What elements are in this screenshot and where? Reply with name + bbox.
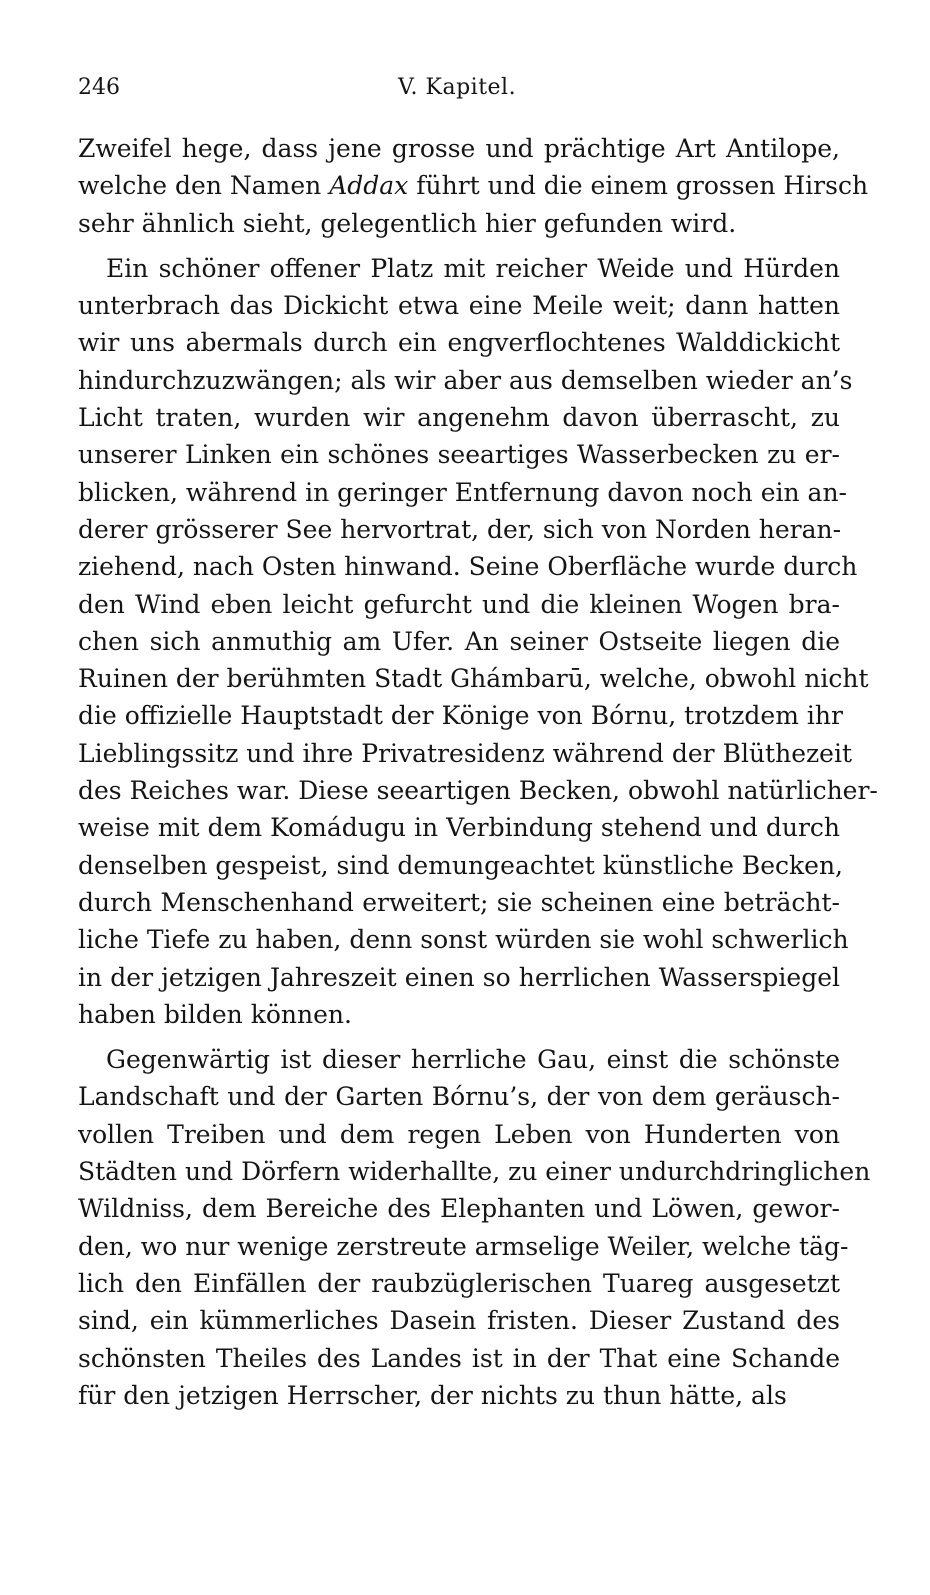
text-line: chen sich anmuthig am Ufer. An seiner Ostseite liegen die (78, 626, 840, 656)
text-line: den, wo nur wenige zerstreute armselige Weiler, welche täg- (78, 1231, 849, 1261)
text-line: hindurchzuzwängen; als wir aber aus demselben wieder an’s (78, 365, 853, 395)
text-line: in der jetzigen Jahreszeit einen so herrlichen Wasserspiegel (78, 962, 840, 992)
text-line: sind, ein kümmerliches Dasein fristen. Dieser Zustand des (78, 1306, 840, 1336)
text-line: Lieblingssitz und ihre Privatresidenz während der Blüthezeit (78, 738, 852, 768)
text-line: haben bilden können. (78, 999, 352, 1029)
text-line: sehr ähnlich sieht, gelegentlich hier gefunden wird. (78, 208, 737, 238)
text-line: ziehend, nach Osten hinwand. Seine Oberfläche wurde durch (78, 552, 858, 582)
text-line: durch Menschenhand erweitert; sie scheinen eine beträcht- (78, 887, 840, 917)
text-line: welche den Namen Addax führt und die einem grossen Hirsch (78, 171, 869, 201)
body-text (78, 130, 878, 1422)
text-line: Landschaft und der Garten Bórnu’s, der von dem geräusch- (78, 1082, 840, 1112)
text-line: wir uns abermals durch ein engverflochtenes Walddickicht (78, 328, 840, 358)
text-line: den Wind eben leicht gefurcht und die kleinen Wogen bra- (78, 589, 840, 619)
text-line: derer grösserer See hervortrat, der, sich von Norden heran- (78, 514, 842, 544)
page-header (78, 70, 838, 110)
text-line: die offizielle Hauptstadt der Könige von Bórnu, trotzdem ihr (78, 701, 843, 731)
paragraph (78, 250, 878, 1033)
text-line: unterbrach das Dickicht etwa eine Meile weit; dann hatten (78, 291, 840, 321)
text-line: Gegenwärtig ist dieser herrliche Gau, einst die schönste (106, 1045, 840, 1075)
text-line: Zweifel hege, dass jene grosse und prächtige Art Antilope, (78, 134, 840, 163)
paragraph (78, 130, 869, 242)
text-line: lich den Einfällen der raubzüglerischen Tuareg ausgesetzt (78, 1268, 840, 1298)
text-line: vollen Treiben und dem regen Leben von Hunderten von (78, 1119, 840, 1149)
text-line: schönsten Theiles des Landes ist in der That eine Schande (78, 1343, 840, 1373)
text-line: Ein schöner offener Platz mit reicher Weide und Hürden (106, 253, 840, 283)
paragraph (78, 1041, 871, 1414)
text-line: für den jetzigen Herrscher, der nichts zu thun hätte, als (78, 1380, 787, 1410)
italic-word: Addax (329, 171, 409, 201)
text-line: Wildniss, dem Bereiche des Elephanten und Löwen, gewor- (78, 1194, 840, 1224)
text-line: unserer Linken ein schönes seeartiges Wasserbecken zu er- (78, 440, 840, 470)
text-line: blicken, während in geringer Entfernung davon noch ein an- (78, 477, 847, 507)
text-line: des Reiches war. Diese seeartigen Becken, obwohl natürlicher- (78, 776, 878, 806)
page-number: 246 (78, 75, 120, 100)
text-line: weise mit dem Komádugu in Verbindung stehend und durch (78, 813, 840, 843)
chapter-running-head: V. Kapitel. (398, 75, 517, 100)
text-line: liche Tiefe zu haben, denn sonst würden sie wohl schwerlich (78, 925, 849, 955)
text-line: Städten und Dörfern widerhallte, zu einer undurchdringlichen (78, 1157, 871, 1187)
text-line: denselben gespeist, sind demungeachtet künstliche Becken, (78, 850, 844, 880)
text-line: Licht traten, wurden wir angenehm davon überrascht, zu (78, 403, 840, 433)
text-line: Ruinen der berühmten Stadt Ghámbarū, welche, obwohl nicht (78, 664, 869, 694)
